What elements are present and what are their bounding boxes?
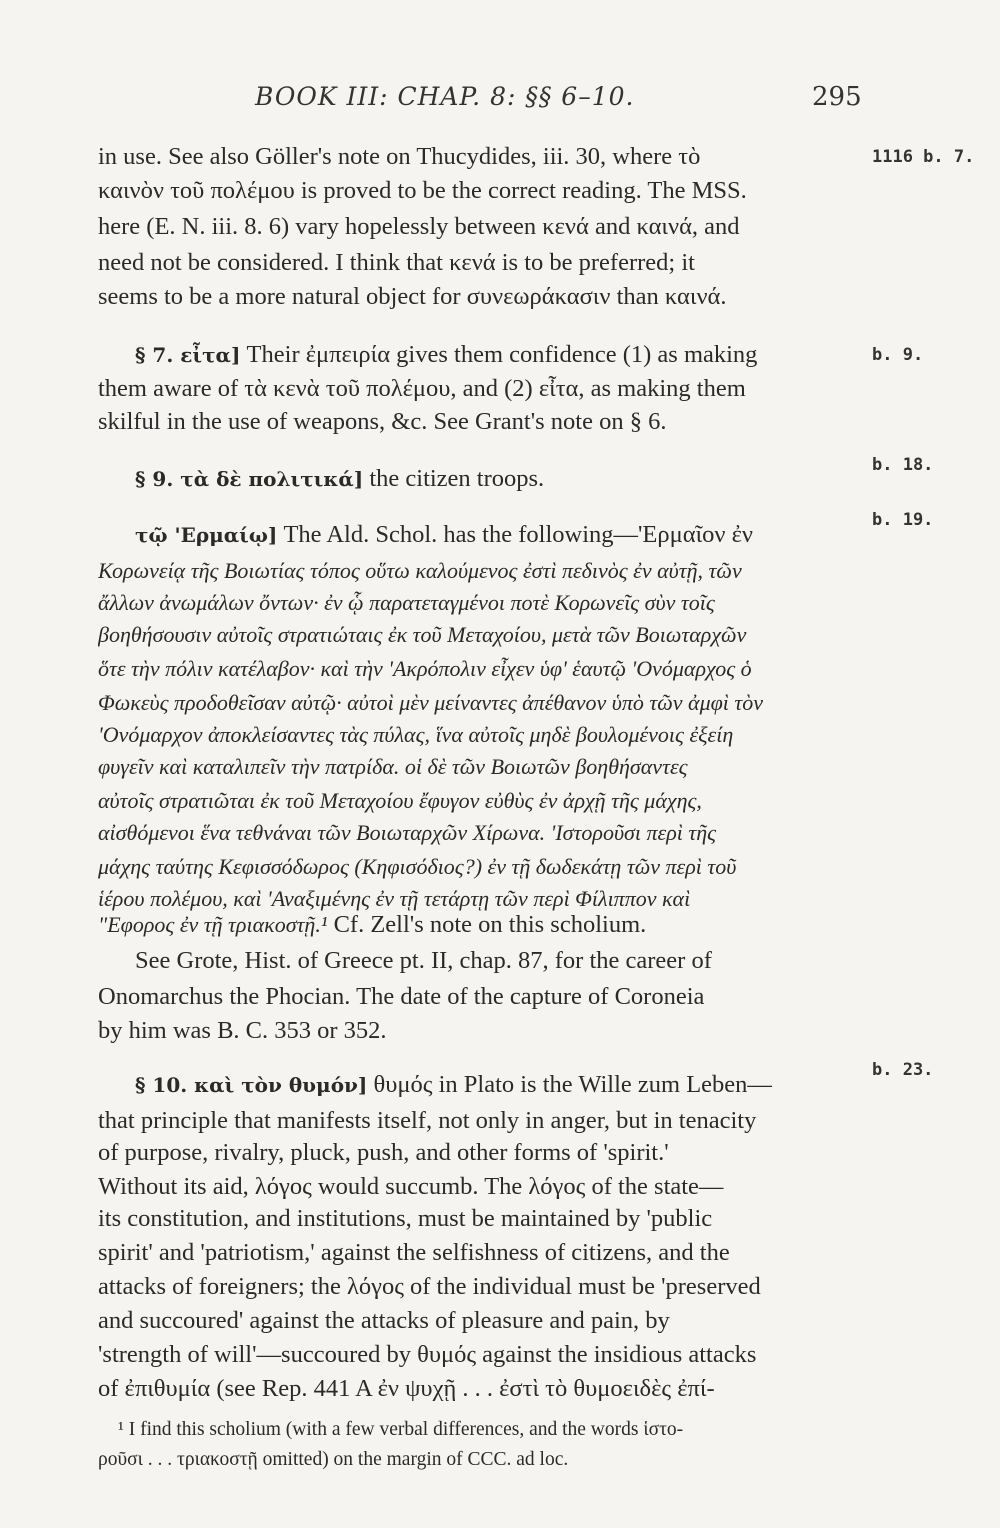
- greek-line: ἱέρου πολέμου, καὶ 'Αναξιμένης ἐν τῇ τετάρτῃ τῶν περὶ Φίλιππον καὶ: [98, 886, 691, 911]
- text-line: καινὸν τοῦ πολέμου is proved to be the correct reading. The MSS.: [98, 177, 747, 204]
- greek-line: αὐτοῖς στρατιῶται ἐκ τοῦ Μεταχοίου ἔφυγον εὐθὺς ἐν ἀρχῇ τῆς μάχης,: [98, 788, 702, 813]
- text-line: them aware of τὰ κενὰ τοῦ πολέμου, and (2) εἶτα, as making them: [98, 375, 746, 402]
- text-line: skilful in the use of weapons, &c. See Grant's note on § 6.: [98, 408, 667, 435]
- greek-line: Κορωνείᾳ τῆς Βοιωτίας τόπος οὕτω καλούμενος ἐστὶ πεδινὸς ἐν αὐτῇ, τῶν: [98, 558, 742, 583]
- text-line: 'strength of will'—succoured by θυμός against the insidious attacks: [98, 1341, 757, 1368]
- text-line: [135, 1070, 888, 1100]
- text-line: that principle that manifests itself, not only in anger, but in tenacity: [98, 1107, 757, 1134]
- lemma: τῷ 'Ερμαίῳ]: [135, 523, 278, 547]
- margin-reference: b. 9.: [872, 345, 924, 365]
- greek-line: αἰσθόμενοι ἕνα τεθνάναι τῶν Βοιωταρχῶν Χίρωνα. 'Ιστοροῦσι περὶ τῆς: [98, 820, 717, 845]
- text-line: See Grote, Hist. of Greece pt. II, chap. 87, for the career of: [135, 947, 712, 974]
- lemma: § 9. τὰ δὲ πολιτικά]: [135, 467, 364, 491]
- text-line: attacks of foreigners; the λόγος of the individual must be 'preserved: [98, 1273, 761, 1300]
- text-line: spirit' and 'patriotism,' against the selfishness of citizens, and the: [98, 1239, 730, 1266]
- margin-reference: 1116 b. 7.: [872, 147, 975, 167]
- margin-reference: b. 23.: [872, 1060, 934, 1080]
- text-span: the citizen troops.: [363, 465, 545, 492]
- text-span: The Ald. Schol. has the following—'Ερμαῖον ἐν: [277, 521, 753, 548]
- lemma: § 10. καὶ τὸν θυμόν]: [135, 1073, 368, 1097]
- margin-reference: b. 18.: [872, 455, 934, 475]
- text-span: θυμός in Plato is the Wille zum Leben—: [367, 1071, 772, 1098]
- text-line: here (E. N. iii. 8. 6) vary hopelessly between κενά and καινά, and: [98, 213, 740, 240]
- text-span: Their ἐμπειρία gives them confidence (1) as making: [240, 341, 758, 368]
- greek-line: φυγεῖν καὶ καταλιπεῖν τὴν πατρίδα. οἱ δὲ τῶν Βοιωτῶν βοηθήσαντες: [98, 754, 688, 779]
- greek-line: ἄλλων ἀνωμάλων ὄντων· ἐν ᾧ παρατεταγμένοι ποτὲ Κορωνεῖς σὺν τοῖς: [98, 590, 715, 615]
- page-number: 295: [812, 82, 862, 112]
- text-line: in use. See also Göller's note on Thucydides, iii. 30, where τὸ: [98, 143, 701, 170]
- text-line: Without its aid, λόγος would succumb. The λόγος of the state—: [98, 1173, 724, 1200]
- text-line: and succoured' against the attacks of pleasure and pain, by: [98, 1307, 670, 1334]
- greek-line: ὅτε τὴν πόλιν κατέλαβον· καὶ τὴν 'Ακρόπολιν εἶχεν ὑφ' ἑαυτῷ 'Ονόμαρχος ὁ: [98, 656, 752, 681]
- running-head: BOOK III: CHAP. 8: §§ 6–10.: [255, 82, 635, 111]
- margin-reference: b. 19.: [872, 510, 934, 530]
- greek-line: βοηθήσουσιν αὐτοῖς στρατιώταις ἐκ τοῦ Μεταχοίου, μετὰ τῶν Βοιωταρχῶν: [98, 622, 747, 647]
- greek-line: Φωκεὺς προδοθεῖσαν αὐτῷ· αὐτοὶ μὲν μείναντες ἀπέθανον ὑπὸ τῶν ἀμφὶ τὸν: [98, 690, 764, 715]
- footnote-line: ροῦσι . . . τριακοστῇ omitted) on the margin of CCC. ad loc.: [98, 1449, 569, 1470]
- text-line: [135, 520, 888, 550]
- text-line: its constitution, and institutions, must be maintained by 'public: [98, 1205, 713, 1232]
- text-line: [135, 340, 888, 370]
- greek-span: "Εφορος ἐν τῇ τριακοστῇ.¹: [98, 912, 328, 937]
- lemma: § 7. εἶτα]: [135, 343, 241, 367]
- greek-line: μάχης ταύτης Κεφισσόδωρος (Κηφισόδιος?) ἐν τῇ δωδεκάτῃ τῶν περὶ τοῦ: [98, 854, 737, 879]
- text-line: of ἐπιθυμία (see Rep. 441 A ἐν ψυχῇ . . . ἐστὶ τὸ θυμοειδὲς ἐπί-: [98, 1375, 715, 1402]
- text-line: of purpose, rivalry, pluck, push, and other forms of 'spirit.': [98, 1139, 669, 1166]
- text-line: Onomarchus the Phocian. The date of the capture of Coroneia: [98, 983, 705, 1010]
- text-line: [98, 910, 888, 940]
- text-line: [135, 464, 888, 494]
- text-line: by him was B. C. 353 or 352.: [98, 1017, 387, 1044]
- text-line: seems to be a more natural object for συνεωράκασιν than καινά.: [98, 283, 727, 310]
- footnote-line: ¹ I find this scholium (with a few verbal differences, and the words ἱστο-: [118, 1419, 684, 1440]
- greek-line: 'Ονόμαρχον ἀποκλείσαντες τὰς πύλας, ἵνα αὐτοῖς μηδὲ βουλομένοις ἐξείη: [98, 722, 734, 747]
- text-span: Cf. Zell's note on this scholium.: [327, 911, 647, 938]
- text-line: need not be considered. I think that κενά is to be preferred; it: [98, 249, 695, 276]
